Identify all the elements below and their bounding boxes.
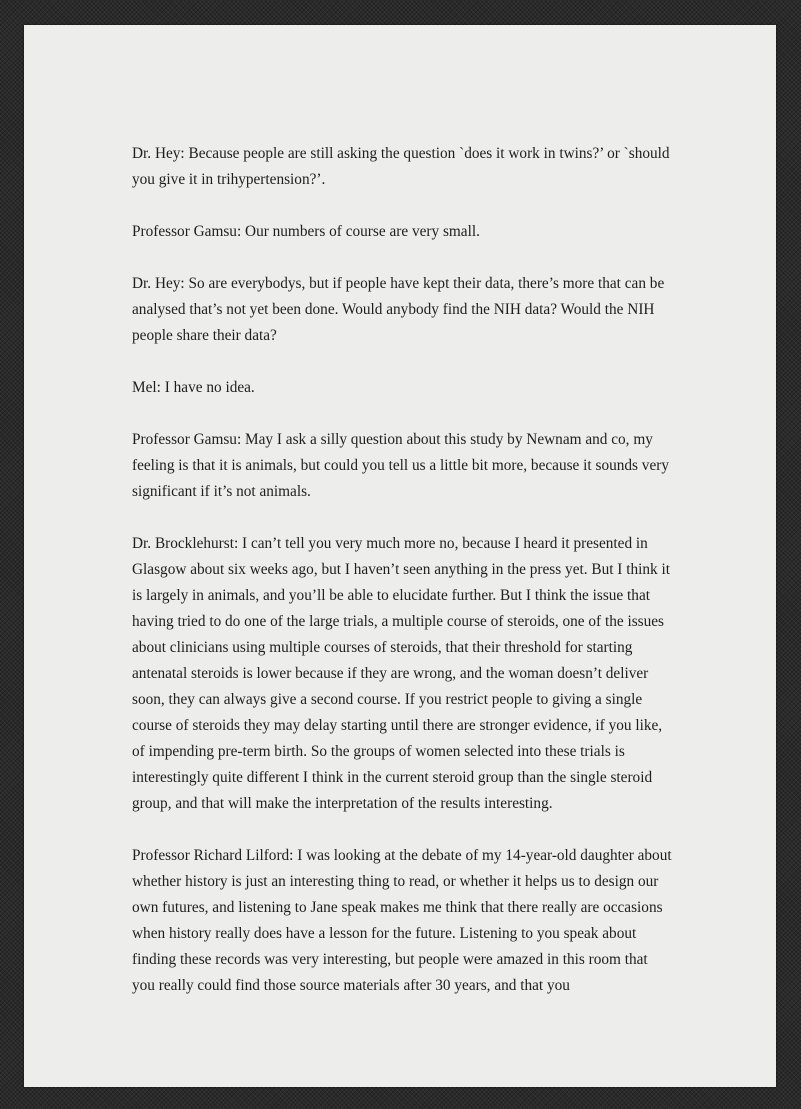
paragraph-gamsu-1: Professor Gamsu: Our numbers of course are very small.	[132, 223, 480, 240]
paragraph-brocklehurst: Dr. Brocklehurst: I can’t tell you very much more no, because I heard it presented in Glasgow about six weeks ago, but I haven’t seen anything in the press yet. But I think it is largely in animals, and you’ll be able to elucidate further. But I think the issue that having tried to do one of the large trials, a multiple course of steroids, one of the issues about clinicians using multiple courses of steroids, that their threshold for starting antenatal steroids is lower because if they are wrong, and the woman doesn’t deliver soon, they can always give a second course. If you restrict people to giving a single course of steroids they may delay starting until there are stronger evidence, if you like, of impending pre-term birth. So the groups of women selected into these trials is interestingly quite different I think in the current steroid group than the single steroid group, and that will make the interpretation of the results interesting.	[132, 535, 670, 812]
paragraph-gamsu-2: Professor Gamsu: May I ask a silly question about this study by Newnam and co, my feeling is that it is animals, but could you tell us a little bit more, because it sounds very significant if it’s not animals.	[132, 431, 669, 500]
paragraph-hey-2: Dr. Hey: So are everybodys, but if people have kept their data, there’s more that can be analysed that’s not yet been done. Would anybody find the NIH data? Would the NIH people share their data?	[132, 275, 665, 344]
paragraph-hey-1: Dr. Hey: Because people are still asking the question `does it work in twins?’ or `should you give it in trihypertension?’.	[132, 145, 670, 188]
paragraph-mel: Mel: I have no idea.	[132, 379, 255, 396]
document-page	[24, 25, 776, 1087]
transcript-body	[132, 141, 672, 1025]
paragraph-lilford: Professor Richard Lilford: I was looking at the debate of my 14-year-old daughter about whether history is just an interesting thing to read, or whether it helps us to design our own futures, and listening to Jane speak makes me think that there really are occasions when history really does have a lesson for the future. Listening to you speak about finding these records was very interesting, but people were amazed in this room that you really could find those source materials after 30 years, and that you	[132, 847, 672, 994]
